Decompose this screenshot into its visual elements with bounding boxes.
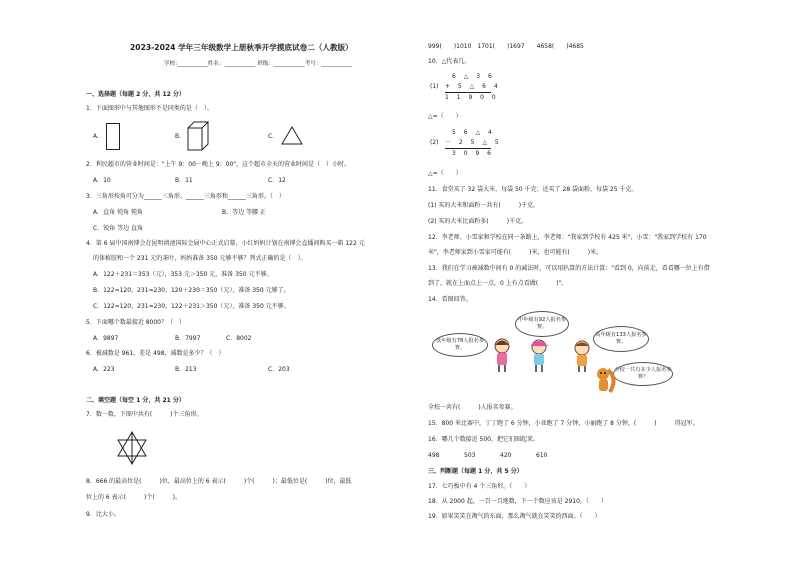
section-choice-heading: 一、选择题（每题 2 分，共 12 分） bbox=[86, 91, 185, 98]
question-12-line-1: 12．李老师、小雪家和学校在同一条路上，李老师："我家到学校有 425 米"，小雪："我家到学校有 170 bbox=[428, 234, 707, 241]
q4-option-c: C．122≈120，231≈230，122＋231＞350（元），准备 350 元不够。 bbox=[93, 303, 290, 310]
question-11-2: (2) 买的大米比面粉多( )千克。 bbox=[428, 218, 528, 225]
calc1-mid: + 5 △ 6 4 bbox=[445, 83, 501, 90]
question-18: 18．从 2000 起，一百一百地数，下一个数应该是 2910。（ ） bbox=[428, 498, 607, 505]
star-triangles-figure bbox=[116, 431, 148, 465]
boy-character-icon bbox=[570, 339, 594, 373]
calc2-mid: － 2 5 △ 5 bbox=[445, 139, 502, 146]
calc2-top: 5 6 △ 4 bbox=[452, 129, 495, 136]
q10-answer-1: △=（ ） bbox=[428, 113, 462, 120]
q16-number-4: 610 bbox=[536, 452, 548, 459]
calc2-bot: 3 0 9 6 bbox=[452, 150, 494, 157]
question-12-line-2: 米"，李老师家到小雪家可能有( )米，也可能有( )米。 bbox=[428, 249, 603, 256]
vertical-calc-1 bbox=[430, 74, 510, 104]
question-1: 1．下面图形中与其他图形不是同类的是（ ）。 bbox=[86, 105, 213, 112]
bubble-middle-grade: 中年级有92人报名参赛。 bbox=[515, 311, 569, 337]
question-16: 16．哪几个数接近 500，把它们圈起来。 bbox=[428, 436, 539, 443]
calc2-rule bbox=[445, 148, 491, 149]
q6-option-a: A．223 bbox=[93, 366, 115, 373]
question-8-line-1: 8．666 的最高位是( )位，最高位上的 6 表示( )个( )；最低位是( )位，最低 bbox=[86, 478, 352, 485]
question-5: 5．下面哪个数最接近 8000？（ ） bbox=[86, 319, 185, 326]
q5-option-b: B．7997 bbox=[175, 335, 201, 342]
calc1-rule bbox=[445, 92, 491, 93]
question-11-1: (1) 买的大米和面粉一共有( )千克。 bbox=[428, 202, 540, 209]
q3-option-b: B．等边 等腰 正 bbox=[222, 209, 266, 216]
question-4-line-1: 4．第 6 届中国南博会在昆明滇池国际会展中心正式启幕，小红妈妈计划在南博会直播间购买一箱 122 元 bbox=[86, 240, 365, 247]
bubble-high-grade: 高年级有133人报名参赛。 bbox=[593, 326, 649, 352]
bubble-question: 全校一共有多少人报名参赛？ bbox=[613, 362, 673, 386]
q3-option-c: C．锐角 等边 直角 bbox=[93, 225, 144, 232]
section-fill-heading: 二、填空题（每空 1 分，共 21 分） bbox=[86, 397, 185, 404]
question-15: 15．800 米比赛中，丁丁跑了 6 分钟，小亚跑了 7 分钟，小丽跑了 8 分钟，( ) 得冠军。 bbox=[428, 420, 699, 427]
q6-option-b: B．213 bbox=[175, 366, 197, 373]
boy-cap-character-icon bbox=[527, 337, 551, 373]
q2-option-a: A．10 bbox=[93, 177, 111, 184]
question-6: 6．被减数是 961，差是 498，减数是多少？（ ） bbox=[86, 350, 225, 357]
q6-option-c: C．203 bbox=[268, 366, 290, 373]
bubble-low-grade: 低年级有78人报名参赛。 bbox=[432, 333, 488, 357]
question-17: 17．七巧板中有 4 个三角形。（ ） bbox=[428, 483, 531, 490]
question-14-answer: 全校一共有( )人报名参赛。 bbox=[428, 404, 517, 411]
calc1-bot: 1 1 9 0 0 bbox=[445, 94, 499, 101]
triangle-shape-icon bbox=[281, 126, 303, 146]
question-19: 19．如果笑笑在淘气的东面，那么淘气就在笑笑的西面。（ ） bbox=[428, 513, 601, 520]
question-14: 14．看图回答。 bbox=[428, 296, 472, 303]
question-7: 7．数一数，下图中共有( )个三角形。 bbox=[86, 411, 203, 418]
page-title: 2023-2024 学年三年级数学上册秋季开学摸底试卷二（人教版） bbox=[130, 43, 353, 52]
q1-option-b: B． bbox=[175, 133, 186, 140]
girl-character-icon bbox=[490, 337, 514, 373]
student-info-line: 学校:___________姓名：___________ 班级：___________考号：___________ bbox=[164, 61, 353, 67]
calc1-top: 6 △ 3 6 bbox=[452, 73, 495, 80]
q16-number-2: 503 bbox=[464, 452, 476, 459]
q4-option-a: A．122＋231＝353（元），353 元＞350 元，准备 350 元不够。 bbox=[93, 271, 273, 278]
q5-option-c: C．8002 bbox=[226, 335, 252, 342]
question-11: 11．食堂买了 32 袋大米，每袋 50 千克；还买了 28 袋面粉，每袋 25 千克。 bbox=[428, 186, 638, 193]
q2-option-b: B．11 bbox=[175, 177, 193, 184]
question-13-line-2: 到了，就在上面点上一点，0 上有点看做( )"。 bbox=[428, 280, 568, 287]
q5-option-a: A．9897 bbox=[93, 335, 119, 342]
calc1-label: (1) bbox=[430, 83, 439, 90]
q2-option-c: C．12 bbox=[268, 177, 286, 184]
q4-option-b: B．122≈120，231≈230，120＋230＝350（元），准备 350 元够了。 bbox=[93, 287, 290, 294]
rectangle-shape-icon bbox=[106, 123, 120, 150]
question-13-line-1: 13．我们在学习被减数中间有 0 的减法时，可以用扒算的方法计算："看到 0，向前走，看看哪一位上有借 bbox=[428, 265, 710, 272]
q10-answer-2: △=（ ） bbox=[428, 170, 462, 177]
q1-option-a: A． bbox=[93, 133, 104, 140]
question-2: 2．利民超市的营业时间是："上午 9：00－晚上 9：00"，这个超市全天的营业时间是（ ）小时。 bbox=[86, 161, 351, 168]
q16-number-1: 498 bbox=[428, 452, 440, 459]
q16-number-3: 420 bbox=[500, 452, 512, 459]
question-10: 10．△代表几。 bbox=[428, 58, 471, 65]
q1-option-c: C． bbox=[268, 133, 279, 140]
calc2-label: (2) bbox=[430, 139, 439, 146]
compare-numbers-row: 999( )1010 1701( )1697 4658( )4685 bbox=[428, 43, 584, 50]
question-4-line-2: 的体植胶和一个 231 元的茶叶，妈妈准备 350 元够不够？列式正确的是（ ）。 bbox=[93, 255, 307, 262]
vertical-calc-2 bbox=[430, 130, 510, 160]
question-8-line-2: 位上的 6 表示( )个( )。 bbox=[86, 494, 181, 501]
q3-option-a: A．直角 钝角 钝角 bbox=[93, 209, 143, 216]
question-9: 9．比大小。 bbox=[86, 511, 120, 518]
cuboid-shape-icon bbox=[186, 120, 210, 152]
section-judge-heading: 三、判断题（每题 1 分，共 5 分） bbox=[428, 468, 523, 475]
question-3: 3．三角形按角可分为______三角形、______三角形和______三角形。（ ） bbox=[86, 193, 285, 200]
squirrel-character-icon bbox=[594, 364, 616, 394]
